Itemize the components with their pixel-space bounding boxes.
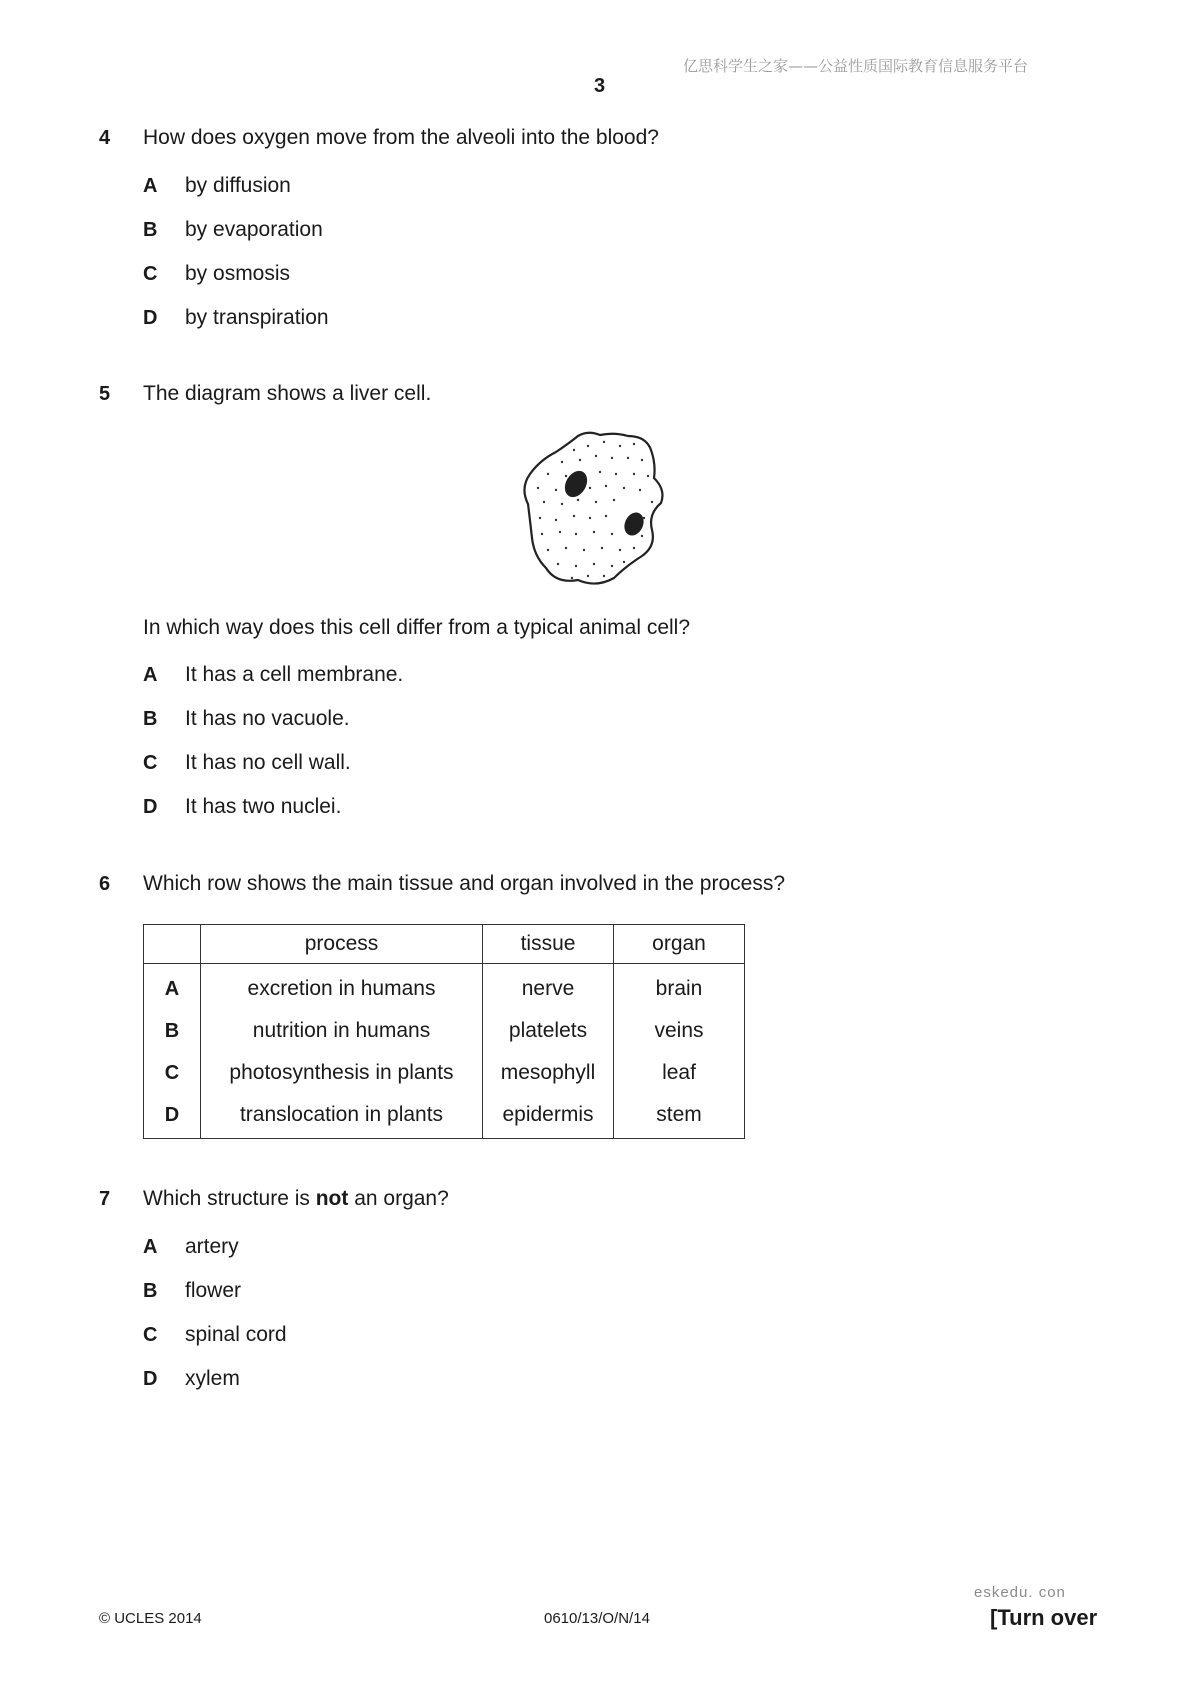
q5-option-c-text: It has no cell wall.: [185, 751, 351, 774]
row-organ: brain: [614, 964, 745, 1011]
q7-option-a-letter: A: [143, 1236, 158, 1258]
row-letter: A: [144, 964, 201, 1011]
row-organ: veins: [614, 1010, 745, 1052]
row-letter: B: [144, 1010, 201, 1052]
q4-option-b-text: by evaporation: [185, 218, 323, 241]
row-tissue: platelets: [483, 1010, 614, 1052]
row-tissue: mesophyll: [483, 1052, 614, 1094]
q4-option-b-letter: B: [143, 219, 158, 241]
question-5-text: The diagram shows a liver cell.: [143, 382, 432, 405]
question-6-number: 6: [99, 873, 111, 895]
row-organ: stem: [614, 1094, 745, 1139]
q7-option-a-text: artery: [185, 1235, 239, 1258]
question-7-number: 7: [99, 1188, 111, 1210]
question-7-emphasis: not: [315, 1187, 349, 1210]
row-letter: D: [144, 1094, 201, 1139]
q5-option-c-letter: C: [143, 752, 158, 774]
q4-option-d-text: by transpiration: [185, 306, 329, 329]
q7-option-b-letter: B: [143, 1280, 158, 1302]
row-tissue: epidermis: [483, 1094, 614, 1139]
q5-option-d-letter: D: [143, 796, 158, 818]
liver-cell-diagram: [516, 428, 682, 594]
question-5-number: 5: [99, 383, 111, 405]
q5-option-a-letter: A: [143, 664, 158, 686]
q7-option-c-text: spinal cord: [185, 1323, 287, 1346]
q5-option-b-letter: B: [143, 708, 158, 730]
question-7-text-end: an organ?: [348, 1187, 449, 1210]
question-6-text: Which row shows the main tissue and organ involved in the process?: [143, 872, 785, 895]
cell-membrane-outline: [524, 433, 662, 584]
page-number: 3: [594, 75, 606, 97]
header-process: process: [201, 925, 483, 964]
row-letter: C: [144, 1052, 201, 1094]
table-row: [144, 1010, 745, 1052]
paper-code: 0610/13/O/N/14: [544, 1610, 650, 1627]
question-7-text: [143, 1187, 449, 1211]
row-process: excretion in humans: [201, 964, 483, 1011]
q7-option-c-letter: C: [143, 1324, 158, 1346]
watermark-text: 亿思科学生之家——公益性质国际教育信息服务平台: [683, 57, 1029, 75]
q7-option-b-text: flower: [185, 1279, 242, 1302]
table-row: [144, 1094, 745, 1139]
table-corner-cell: [144, 925, 201, 964]
q5-option-b-text: It has no vacuole.: [185, 707, 350, 730]
question-7-text-start: Which structure is: [143, 1187, 316, 1210]
q4-option-d-letter: D: [143, 307, 158, 329]
turn-over-label: [Turn over: [990, 1605, 1098, 1630]
row-organ: leaf: [614, 1052, 745, 1094]
header-organ: organ: [614, 925, 745, 964]
table-header-row: [144, 925, 745, 964]
q5-option-a-text: It has a cell membrane.: [185, 663, 404, 686]
q4-option-c-letter: C: [143, 263, 158, 285]
question-4-number: 4: [99, 127, 111, 149]
q4-option-a-text: by diffusion: [185, 174, 291, 197]
row-process: photosynthesis in plants: [201, 1052, 483, 1094]
row-tissue: nerve: [483, 964, 614, 1011]
table-row: [144, 964, 745, 1011]
copyright-notice: © UCLES 2014: [99, 1610, 202, 1627]
table-row: [144, 1052, 745, 1094]
question-5-prompt: In which way does this cell differ from a typical animal cell?: [143, 616, 691, 639]
header-tissue: tissue: [483, 925, 614, 964]
row-process: translocation in plants: [201, 1094, 483, 1139]
q4-option-c-text: by osmosis: [185, 262, 291, 285]
q7-option-d-letter: D: [143, 1368, 158, 1390]
q5-option-d-text: It has two nuclei.: [185, 795, 342, 818]
process-tissue-organ-table: [143, 924, 745, 1139]
row-process: nutrition in humans: [201, 1010, 483, 1052]
site-watermark: eskedu. con: [974, 1584, 1066, 1601]
q4-option-a-letter: A: [143, 175, 158, 197]
question-4-text: How does oxygen move from the alveoli into the blood?: [143, 126, 659, 149]
q7-option-d-text: xylem: [185, 1367, 240, 1390]
